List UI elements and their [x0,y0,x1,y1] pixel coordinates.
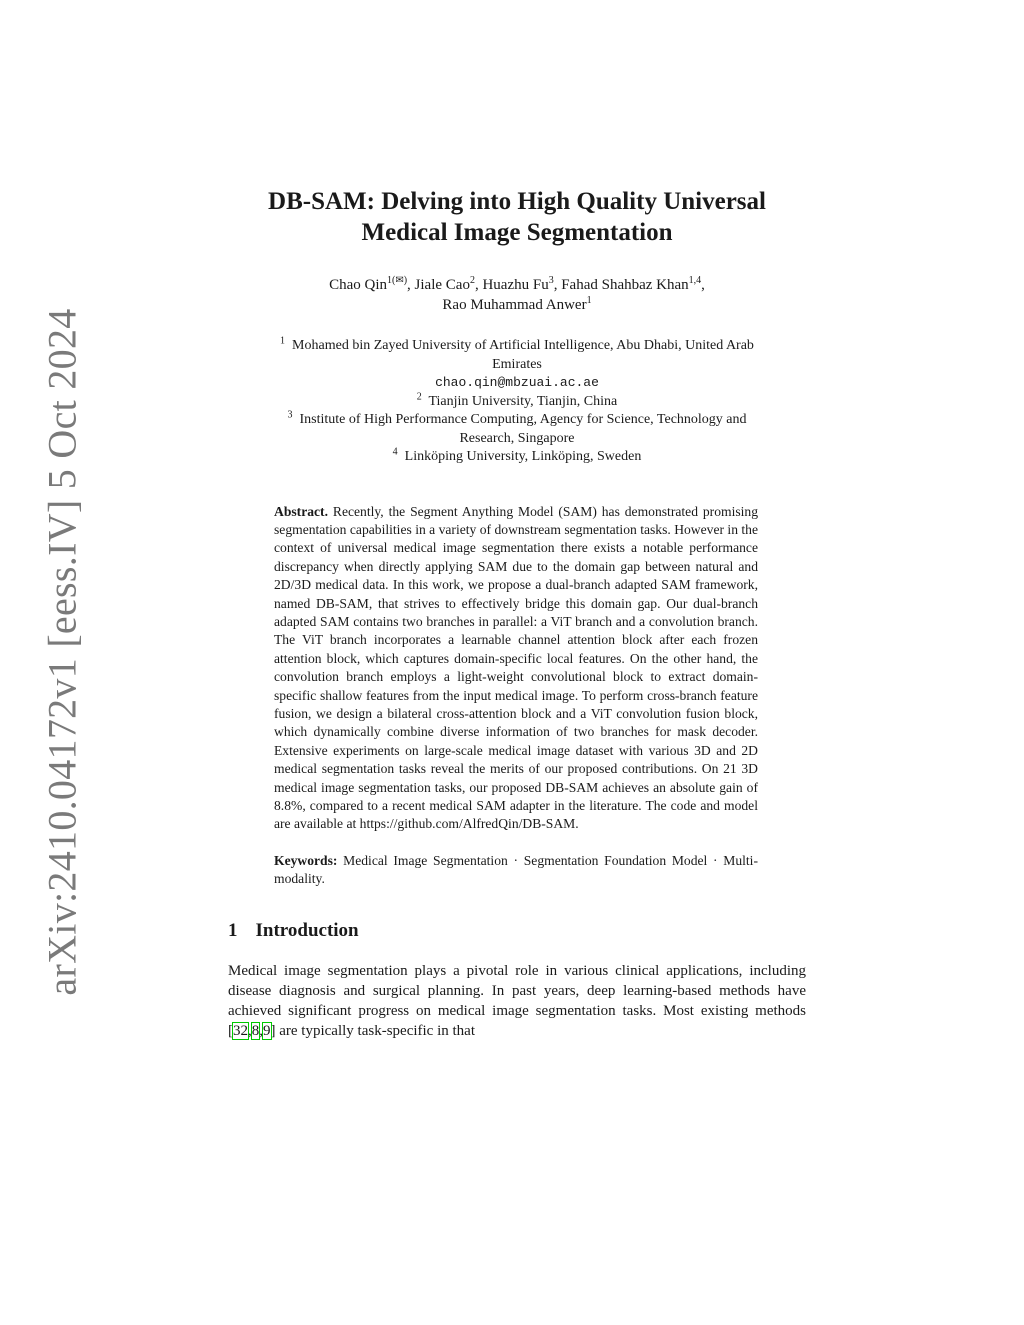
affiliation-text: Linköping University, Linköping, Sweden [404,449,642,464]
affiliation-3 [228,411,806,430]
affiliation-number: 4 [392,446,398,458]
affiliation-text: Mohamed bin Zayed University of Artificial Intelligence, Abu Dhabi, United Arab [292,338,754,353]
author-affiliation-mark: 1(✉) [387,275,408,286]
author-name: Rao Muhammad Anwer [442,297,587,313]
affiliation-list [228,337,806,467]
abstract-label: Abstract. [274,503,328,519]
author-name: Jiale Cao [414,277,470,293]
keywords [274,852,758,889]
affiliation-1 [228,337,806,356]
title-line-2: Medical Image Segmentation [361,219,673,246]
intro-paragraph: Medical image segmentation plays a pivotal role in various clinical applications, including disease diagnosis and surgical planning. In past years, deep learning-based methods have achieved significant progress on medical image segmentation tasks. Most existing methods [32,8,9] are typically task-specific in that [228,962,806,1039]
affiliation-4 [228,448,806,467]
section-heading [228,919,806,943]
citation-link[interactable]: 9 [263,1022,271,1039]
affiliation-text: Tianjin University, Tianjin, China [428,393,618,409]
author-list: Chao Qin$^{1(✉)}$, Jiale Cao$^2$, Huazhu Fu$^3$, Fahad Shahbaz Khan$^{1,4}$, Rao Muhammad Anwer$^1$ [329,275,705,313]
section-title: Introduction [255,919,359,941]
contact-email[interactable]: chao.qin@mbzuai.ac.ae [435,375,599,390]
paper-page [228,186,806,1041]
abstract [274,503,758,834]
title-line-1: DB-SAM: Delving into High Quality Universal [268,188,766,215]
arxiv-identifier: arXiv:2410.04172v1 [eess.IV] 5 Oct 2024 [39,308,85,996]
intro-text: Medical image segmentation plays a pivotal role in various clinical applications, including disease diagnosis and surgical planning. In past years, deep learning-based methods have achieved significant progress on medical image segmentation tasks. Most existing methods [ [228,962,806,1039]
affiliation-number: 2 [416,390,422,402]
affiliation-text: Institute of High Performance Computing, Agency for Science, Technology and [299,412,747,427]
author-affiliation-mark: 1 [586,295,592,306]
author-affiliation-mark: 2 [469,275,475,286]
affiliation-1-cont: Emirates [492,356,542,372]
affiliation-3-cont: Research, Singapore [459,430,575,446]
intro-text-cont: ] are typically task-specific in that [270,1022,475,1039]
keywords-label: Keywords: [274,852,338,868]
section-number: 1 [228,919,238,941]
affiliation-number: 3 [287,409,293,421]
author-name: Chao Qin [329,277,387,293]
author-affiliation-mark: 3 [548,275,554,286]
keywords-text: Medical Image Segmentation · Segmentation Foundation Model · Multi-modality. [274,852,758,887]
author-name: Fahad Shahbaz Khan [561,277,689,293]
abstract-text: Recently, the Segment Anything Model (SAM) has demonstrated promising segmentation capabilities in a variety of downstream segmentation tasks. However in the context of universal medical image segmentation there exists a notable performance discrepancy when directly applying SAM due to the domain gap between natural and 2D/3D medical data. In this work, we propose a dual-branch adapted SAM framework, named DB-SAM, that strives to effectively bridge this domain gap. Our dual-branch adapted SAM contains two branches in parallel: a ViT branch and a convolution branch. The ViT branch incorporates a learnable channel attention block after each frozen attention block, which captures domain-specific local features. On the other hand, the convolution branch employs a light-weight convolutional block to extract domain-specific shallow features from the input medical image. To perform cross-branch feature fusion, we design a bilateral cross-attention block and a ViT convolution fusion block, which dynamically combine diverse information of two branches for mask decoder. Extensive experiments on large-scale medical image dataset with various 3D and 2D medical segmentation tasks reveal the merits of our proposed contributions. On 21 3D medical image segmentation tasks, our proposed DB-SAM achieves an absolute gain of 8.8%, compared to a recent medical SAM adapter in the literature. The code and model are available at https://github.com/AlfredQin/DB-SAM. [274,503,759,832]
citation-link[interactable]: 8 [251,1022,260,1039]
author-affiliation-mark: 1,4 [688,275,702,286]
affiliation-number: 1 [280,335,286,347]
affiliation-2 [228,390,806,412]
author-name: Huazhu Fu [482,277,549,293]
citation-link[interactable]: 32 [233,1022,248,1039]
paper-title [228,186,806,248]
